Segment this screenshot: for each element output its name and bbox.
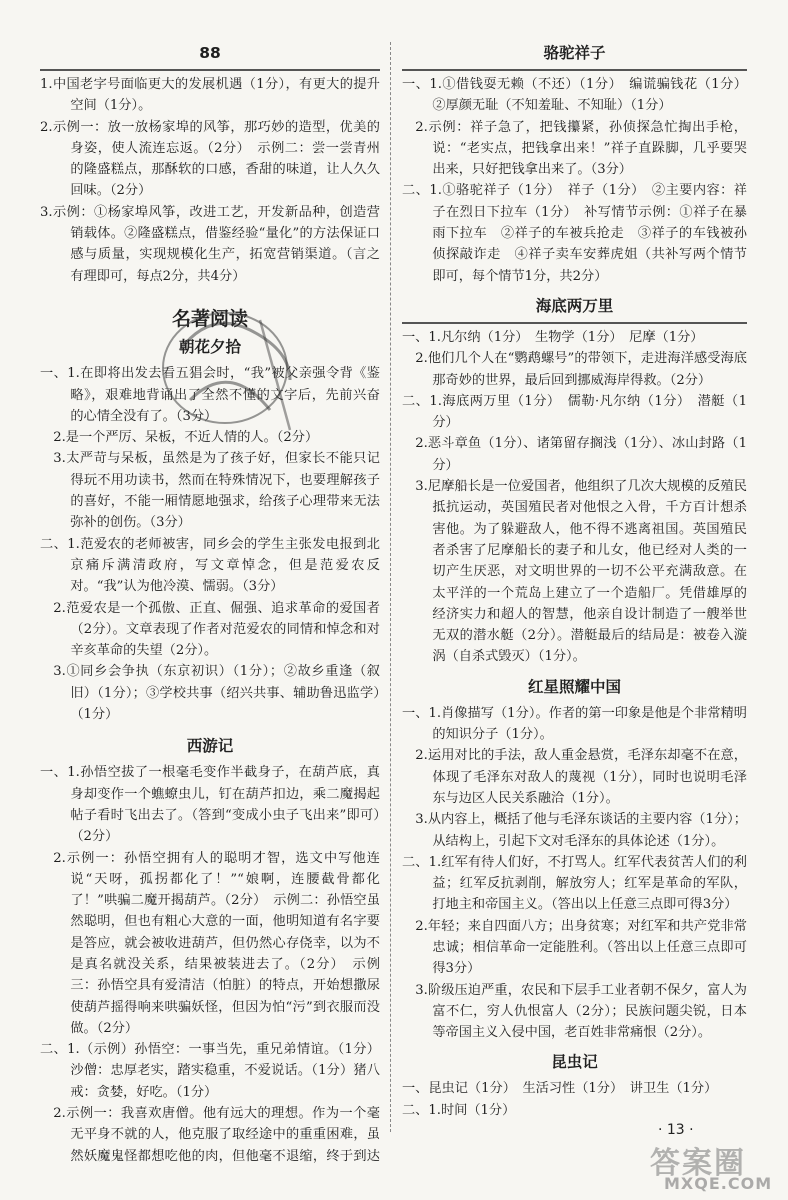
section-title-luotuoxiangzi: 骆驼祥子 (543, 44, 606, 62)
left-column (40, 40, 380, 1165)
answer-item: 一、昆虫记（1分） 生活习性（1分） 讲卫生（1分） (402, 1081, 718, 1097)
answer-item: 2.示例一：我喜欢唐僧。他有远大的理想。作为一个毫无平身不就的人，他克服了取经途中的重重困难，虽然妖魔鬼怪都想吃他的肉，但他毫不退缩，终于到达 (53, 1106, 380, 1164)
answers-88 (40, 74, 380, 287)
answer-item: 2.示例一：孙悟空拥有人的聪明才智，选文中写他连说“天呀，孤拐都化了！”“娘啊，连腰截骨都化了！”哄骗二魔开揭葫芦。（2分） 示例二：孙悟空虽然聪明，但也有粗心大意的一面，他明知道有名字要是答应，就会被收进葫芦，但仍然心存侥幸，以为不是真名就没关系，结果被装进去了。（2分） 示例三：孙悟空具有爱清洁（怕脏）的特点，开始想撒尿使葫芦摇得响来哄骗妖怪，但因为怕“污”到衣服而没做。（2分） (53, 850, 380, 1036)
answer-item: 一、1.在即将出发去看五猖会时，“我”被父亲强令背《鉴略》，艰难地背诵出了全然不懂的文字后，先前兴奋的心情全没有了。（3分） (40, 366, 380, 424)
answer-item: 3.①同乡会争执（东京初识）（1分）；②故乡重逢（叙旧）（1分）；③学校共事（绍兴共事、辅助鲁迅监学）（1分） (53, 664, 380, 723)
answers-xiyouji (40, 762, 380, 1165)
answer-item: 2.运用对比的手法，敌人重金悬赏，毛泽东却毫不在意，体现了毛泽东对敌人的蔑视（1分），同时也说明毛泽东与边区人民关系融洽（1分）。 (415, 748, 747, 806)
answers-haidiliangwanli (402, 327, 747, 668)
watermark-url: MXQE.COM (664, 1174, 773, 1193)
answer-item: 2.是一个严厉、呆板，不近人情的人。（2分） (53, 430, 319, 446)
section-title-haidiliangwanli: 海底两万里 (535, 296, 614, 315)
answer-item: 3.尼摩船长是一位爱国者，他组织了几次大规模的反殖民抵抗运动，英国殖民者对他恨之入骨，千方百计想杀害他。为了躲避敌人，他不得不逃离祖国。英国殖民者杀害了尼摩船长的妻子和儿女，他已经对人类的一切产生厌恶，对文明世界的一切不公平充满敌意。在太平洋的一个荒岛上建立了一个造船厂。凭借雄厚的经济实力和超人的智慧，他亲自设计制造了一艘举世无双的潜水艇（2分）。潜艇最后的结局是：被卷入漩涡（自杀式毁灭）（1分）。 (415, 479, 747, 665)
answer-item: 一、1.凡尔纳（1分） 生物学（1分） 尼摩（1分） (402, 329, 704, 345)
answer-item: 2.示例一：放一放杨家埠的风筝，那巧妙的造型，优美的身姿，使人流连忘返。（2分） 示例二：尝一尝青州的隆盛糕点，那酥软的口感，香甜的味道，让人久久回味。（2分） (40, 119, 380, 199)
answer-item: 3.阶级压迫严重，农民和下层手工业者朝不保夕，富人为富不仁，穷人仇恨富人（2分）；民族问题尖锐，日本等帝国主义入侵中国，老百姓非常痛恨（2分）。 (415, 982, 747, 1041)
answer-item: 二、1.红军有待人们好，不打骂人。红军代表贫苦人们的利益；红军反抗剥削，解放穷人；红军是革命的军队，打地主和帝国主义。（答出以上任意三点即可得3分） (402, 854, 747, 913)
answer-item: 2.年轻；来自四面八方；出身贫寒；对红军和共产党非常忠诚；相信革命一定能胜利。（答出以上任意三点即可得3分） (415, 918, 747, 977)
title-rule (402, 322, 747, 324)
answer-item: 一、1.肖像描写（1分）。作者的第一印象是他是个非常精明的知识分子（1分）。 (402, 705, 747, 743)
answer-item: 一、1.①借钱耍无赖（不还）（1分） 编谎骗钱花（1分）②厚颜无耻（不知羞耻、不知耻）（1分） (402, 77, 747, 114)
answers-kunchongji (402, 1078, 747, 1120)
answers-zhaohuaxishi (40, 363, 380, 725)
answer-item: 二、1.海底两万里（1分） 儒勒·凡尔纳（1分） 潜艇（1分） (402, 393, 747, 431)
page-number: · 13 · (658, 1122, 694, 1138)
section-title-xiyouji: 西游记 (186, 737, 234, 756)
answer-item: 1.中国老字号面临更大的发展机遇（1分），有更大的提升空间（1分）。 (40, 77, 380, 114)
answer-item: 2.范爱农是一个孤傲、正直、倔强、追求革命的爱国者（2分）。文章表现了作者对范爱农的同情和悼念和对辛亥革命的失望（2分）。 (53, 600, 380, 659)
section-title-88: 88 (199, 44, 221, 62)
answer-item: 2.示例：祥子急了，把钱攥紧，孙侦探急忙掏出手枪，说：“老实点，把钱拿出来！”祥子直跺脚，几乎要哭出来，只好把钱拿出来了。（3分） (415, 119, 747, 178)
answers-luotuoxiangzi (402, 74, 747, 287)
section-title-hongxingzhaoyao: 红星照耀中国 (527, 677, 621, 696)
section-title-zhaohuaxishi: 朝花夕拾 (178, 338, 241, 357)
right-column (402, 40, 747, 1120)
title-rule (40, 69, 380, 71)
answer-item: 3.太严苛与呆板，虽然是为了孩子好，但家长不能只记得玩不用功读书，然而在特殊情况下，也要理解孩子的喜好，不能一厢情愿地强求，给孩子心理带来无法弥补的创伤。（3分） (53, 451, 380, 531)
answer-item: 二、1.（示例）孙悟空：一事当先，重兄弟情谊。（1分）沙僧：忠厚老实，踏实稳重，不爱说话。（1分）猪八戒：贪婪，好吃。（1分） (40, 1042, 380, 1100)
answer-item: 二、1.①骆驼祥子（1分） 祥子（1分） ②主要内容：祥子在烈日下拉车（1分） 补写情节示例：①祥子在暴雨下拉车 ②祥子的车被兵抢走 ③祥子的车钱被孙侦探敲诈走 ④祥子卖车安葬虎姐（共补写两个情节即可，每个情节1分，共2分） (402, 183, 747, 284)
answer-item: 2.恶斗章鱼（1分）、诸第留存搁浅（1分）、冰山封路（1分） (415, 436, 747, 473)
answers-hongxingzhaoyao (402, 703, 747, 1044)
column-divider (390, 42, 391, 1132)
title-rule (402, 69, 747, 71)
answer-item: 3.示例：①杨家埠风筝，改进工艺，开发新品种，创造营销载体。②隆盛糕点，借鉴经验“量化”的方法保证口感与质量，实现规模化生产，拓宽营销渠道。（言之有理即可，每点2分，共4分） (40, 204, 380, 284)
answer-item: 2.他们几个人在“鹦鹉螺号”的带领下，走进海洋感受海底那奇妙的世界，最后回到挪威海岸得救。（2分） (415, 351, 747, 388)
answer-item: 二、1.时间（1分） (402, 1102, 516, 1118)
answer-item: 3.从内容上，概括了他与毛泽东谈话的主要内容（1分）；从结构上，引起下文对毛泽东的具体论述（1分）。 (415, 812, 747, 849)
section-heading-classics: 名著阅读 (171, 307, 248, 330)
answer-item: 二、1.范爱农的老师被害，同乡会的学生主张发电报到北京痛斥满清政府，写文章悼念，但是范爱农反对。“我”认为他冷漠、懦弱。（3分） (40, 536, 380, 595)
section-title-kunchongji: 昆虫记 (551, 1053, 598, 1072)
watermark-logo: 答案圈 (650, 1146, 746, 1181)
answer-item: 一、1.孙悟空拔了一根毫毛变作半截身子，在葫芦底，真身却变作一个蟭蟟虫儿，钉在葫芦扣边，乘二魔揭起帖子看时飞出去了。（答到“变成小虫子飞出来”即可）（2分） (40, 765, 380, 845)
